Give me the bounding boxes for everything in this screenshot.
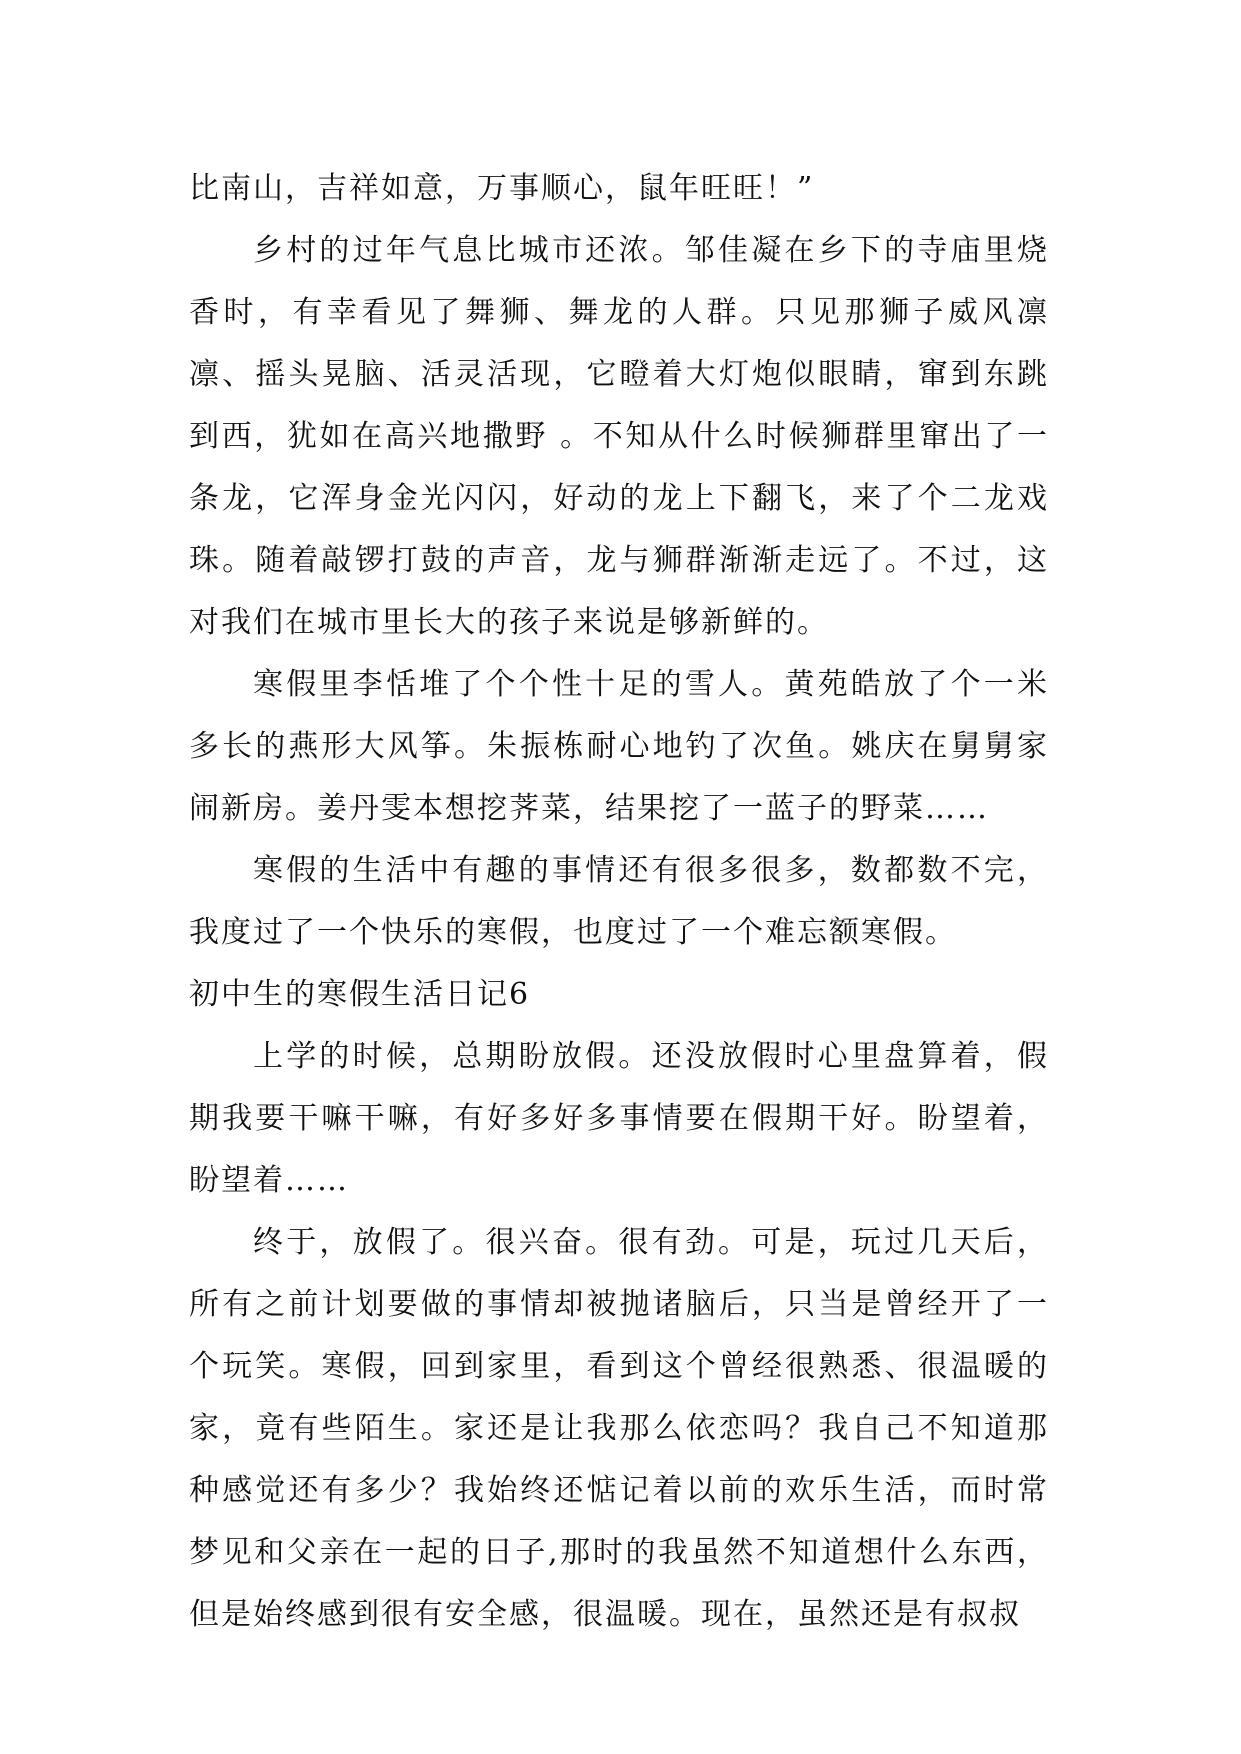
paragraph: 上学的时候，总期盼放假。还没放假时心里盘算着，假期我要干嘛干嘛，有好多好多事情要在假期干好。盼望着，盼望着…… [189,1039,1049,1198]
paragraph: 终于，放假了。很兴奋。很有劲。可是，玩过几天后，所有之前计划要做的事情却被抛诸脑后，只当是曾经开了一个玩笑。寒假，回到家里，看到这个曾经很熟悉、很温暖的家，竟有些陌生。家还是让我那么依恋吗？我自己不知道那种感觉还有多少？我始终还惦记着以前的欢乐生活，而时常梦见和父亲在一起的日子,那时的我虽然不知道想什么东西，但是始终感到很有安全感，很温暖。现在，虽然还是有叔叔 [189,1225,1049,1632]
document-body [189,158,1049,1646]
paragraph: 寒假里李恬堆了个个性十足的雪人。黄苑皓放了个一米多长的燕形大风筝。朱振栋耐心地钓了次鱼。姚庆在舅舅家闹新房。姜丹雯本想挖荠菜，结果挖了一蓝子的野菜…… [189,667,1049,826]
paragraph: 乡村的过年气息比城市还浓。邹佳凝在乡下的寺庙里烧香时，有幸看见了舞狮、舞龙的人群。只见那狮子威风凛凛、摇头晃脑、活灵活现，它瞪着大灯炮似眼睛，窜到东跳到西，犹如在高兴地撒野 。不知从什么时候狮群里窜出了一条龙，它浑身金光闪闪，好动的龙上下翻飞，来了个二龙戏珠。随着敲锣打鼓的声音，龙与狮群渐渐走远了。不过，这对我们在城市里长大的孩子来说是够新鲜的。 [189,233,1049,640]
section-heading: 初中生的寒假生活日记6 [189,977,531,1012]
paragraph: 比南山，吉祥如意，万事顺心，鼠年旺旺！” [189,171,815,206]
paragraph: 寒假的生活中有趣的事情还有很多很多，数都数不完，我度过了一个快乐的寒假，也度过了一个难忘额寒假。 [189,853,1049,950]
